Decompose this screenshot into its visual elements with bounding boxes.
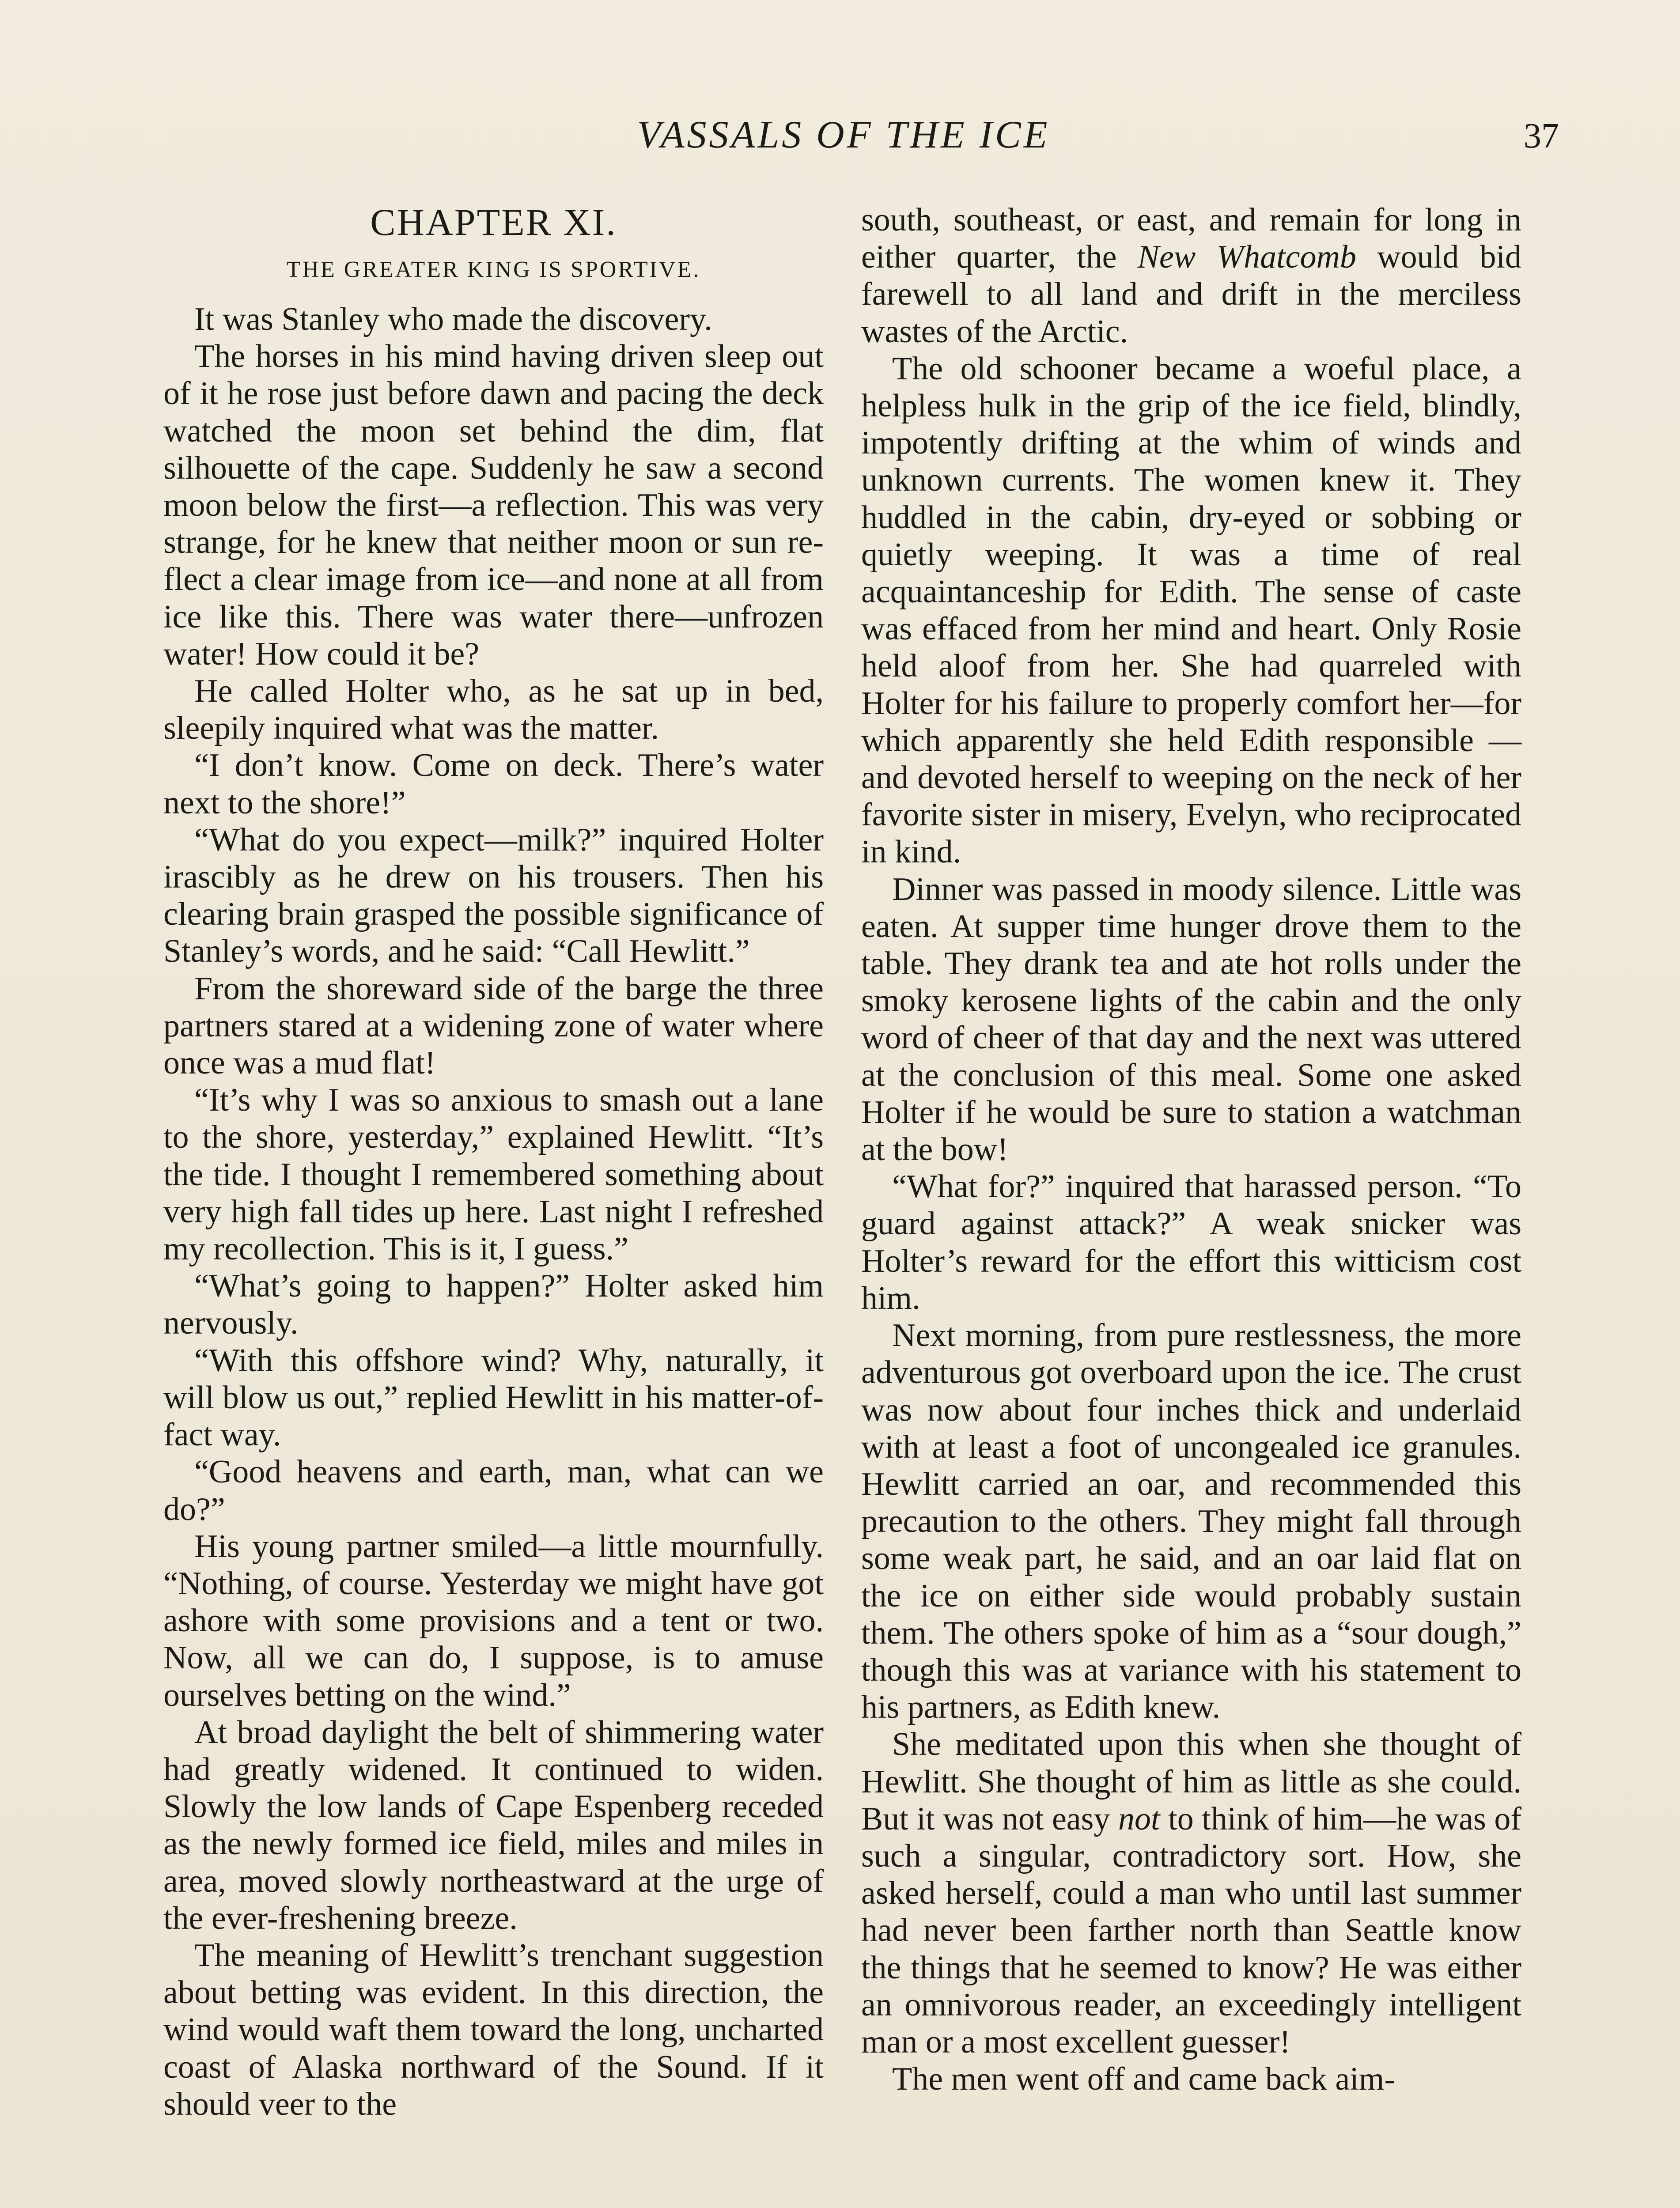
emphasis: not <box>1118 1800 1160 1837</box>
paragraph <box>861 1726 1521 2061</box>
left-column <box>163 201 824 2123</box>
paragraph: It was Stanley who made the discovery. <box>194 301 712 337</box>
paragraph-text: would bid farewell to all land and drift in the merciless wastes of the Arctic. <box>861 239 1521 350</box>
chapter-subtitle: THE GREATER KING IS SPORTIVE. <box>286 257 701 282</box>
paragraph: “What do you expect—milk?” inquired Holter irascibly as he drew on his trousers. Then his clearing brain grasped the possible significance of Stanley’s words, and he said: “Call Hewlitt.” <box>163 821 824 970</box>
ship-name: New Whatcomb <box>1137 239 1356 276</box>
paragraph: The meaning of Hewlitt’s trenchant suggestion about betting was evident. In this direction, the wind would waft them toward the long, uncharted coast of Alaska northward of the Sound. If it should veer to the <box>163 1937 824 2122</box>
page-number: 37 <box>1524 117 1559 155</box>
continued-paragraph <box>861 201 1521 350</box>
paragraph: “It’s why I was so anxious to smash out a lane to the shore, yesterday,” explained Hewlitt. “It’s the tide. I thought I remembered something about very high fall tides up here. Last night I refreshed my recollection. This is it, I guess.” <box>163 1082 824 1267</box>
paragraph: Next morning, from pure restlessness, the more adventurous got overboard upon the ice. The crust was now about four inches thick and underlaid with at least a foot of uncongealed ice granules. Hewlitt carried an oar, and recommended this precaution to the others. They might fall through some weak part, he said, and an oar laid flat on the ice on either side would probably sustain them. The others spoke of him as a “sour dough,” though this was at variance with his statement to his partners, as Edith knew. <box>861 1317 1521 1726</box>
paragraph: The men went off and came back aim- <box>892 2061 1395 2098</box>
paragraph-text: to think of him—he was of such a singular, contradictory sort. How, she asked herself, could a man who until last summer had never been farther north than Seattle know the things that he seemed to know? He was either an omnivorous reader, an exceedingly intelligent man or a most excellent guesser! <box>861 1800 1521 2060</box>
paragraph: From the shoreward side of the barge the three partners stared at a widening zone of water where once was a mud flat! <box>163 970 824 1081</box>
paragraph: “With this offshore wind? Why, naturally, it will blow us out,” replied Hewlitt in his matter-of-fact way. <box>163 1342 824 1453</box>
paragraph: “I don’t know. Come on deck. There’s water next to the shore!” <box>163 747 824 821</box>
paragraph-text: south, southeast, or east, and remain for long in either quarter, the <box>861 202 1521 276</box>
paragraph: The old schooner became a woeful place, a helpless hulk in the grip of the ice field, blindly, impotently drifting at the whim of winds and unknown currents. The women knew it. They huddled in the cabin, dry-eyed or sobbing or quietly weeping. It was a time of real acquaintanceship for Edith. The sense of caste was effaced from her mind and heart. Only Rosie held aloof from her. She had quarreled with Holter for his failure to properly comfort her—for which apparently she held Edith responsible —and devoted herself to weeping on the neck of her favorite sister in misery, Evelyn, who reciprocated in kind. <box>861 350 1521 870</box>
paragraph: Dinner was passed in moody silence. Little was eaten. At supper time hunger drove them to the table. They drank tea and ate hot rolls under the smoky kerosene lights of the cabin and the only word of cheer of that day and the next was uttered at the conclusion of this meal. Some one asked Holter if he would be sure to station a watchman at the bow! <box>861 871 1521 1168</box>
paragraph: At broad daylight the belt of shimmering water had greatly widened. It continued to widen. Slowly the low lands of Cape Espenberg receded as the newly formed ice field, miles and miles in area, moved slowly northeastward at the urge of the ever-freshening breeze. <box>163 1714 824 1936</box>
paragraph: The horses in his mind having driven sleep out of it he rose just before dawn and pacing the deck watched the moon set behind the dim, flat silhouette of the cape. Suddenly he saw a second moon below the first—a reflection. This was very strange, for he knew that neither moon or sun reflect a clear image from ice—and none at all from ice like this. There was water there—unfrozen water! How could it be? <box>163 338 824 672</box>
running-head: VASSALS OF THE ICE <box>637 113 1050 156</box>
chapter-title: CHAPTER XI. <box>370 201 617 243</box>
right-column <box>861 201 1521 2098</box>
paragraph: “What’s going to happen?” Holter asked him nervously. <box>163 1268 824 1342</box>
paragraph-text: She meditated upon this when she thought of Hewlitt. She thought of him as little as she could. But it was not easy <box>861 1726 1521 1837</box>
paragraph: His young partner smiled—a little mournfully. “Nothing, of course. Yesterday we might have got ashore with some provisions and a tent or two. Now, all we can do, I suppose, is to amuse ourselves betting on the wind.” <box>163 1528 824 1713</box>
paragraph: He called Holter who, as he sat up in bed, sleepily inquired what was the matter. <box>163 673 824 747</box>
paragraph: “What for?” inquired that harassed person. “To guard against attack?” A weak snicker was Holter’s reward for the effort this witticism cost him. <box>861 1168 1521 1316</box>
paragraph: “Good heavens and earth, man, what can we do?” <box>163 1454 824 1527</box>
